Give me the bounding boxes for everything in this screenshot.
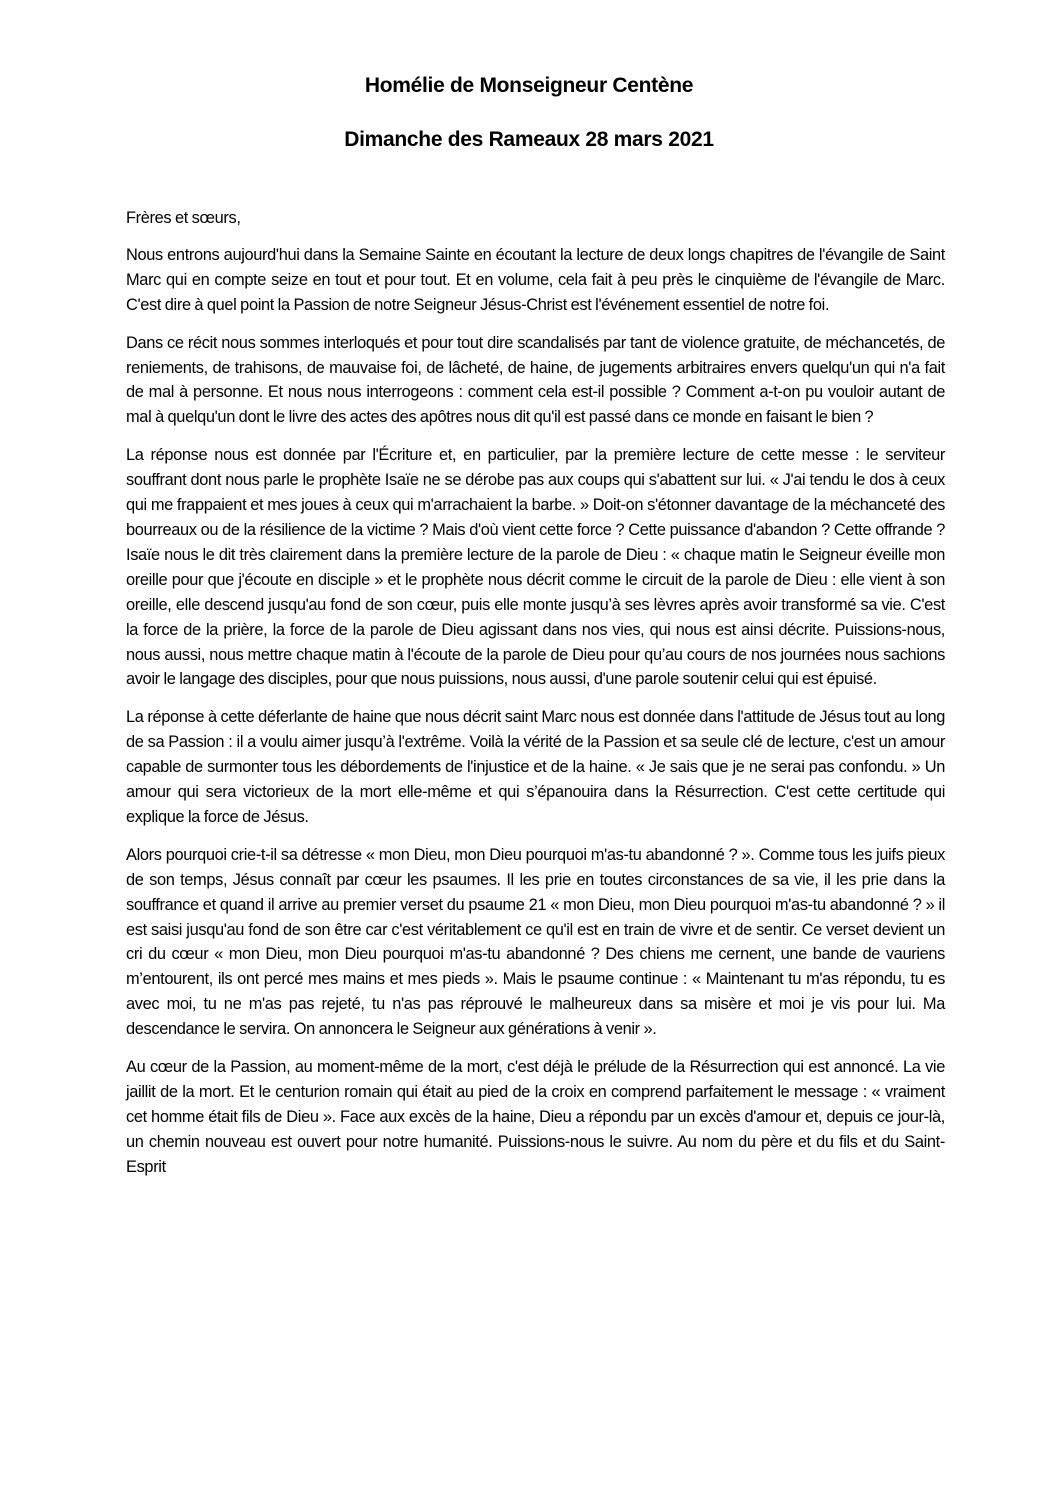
paragraph: La réponse nous est donnée par l'Écriture et, en particulier, par la première lecture de cette messe : le serviteur souffrant dont nous parle le prophète Isaïe ne se dérobe pas aux coups qui s'abattent sur lui. « J'ai tendu le dos à ceux qui me frappaient et mes joues à ceux qui m'arrachaient la barbe. » Doit-on s'étonner davantage de la méchanceté des bourreaux ou de la résilience de la victime ? Mais d'où vient cette force ? Cette puissance d'abandon ? Cette offrande ? Isaïe nous le dit très clairement dans la première lecture de la parole de Dieu : « chaque matin le Seigneur éveille mon oreille pour que j'écoute en disciple » et le prophète nous décrit comme le circuit de la parole de Dieu : elle vient à son oreille, elle descend jusqu'au fond de son cœur, puis elle monte jusqu’à ses lèvres après avoir transformé sa vie. C'est la force de la prière, la force de la parole de Dieu agissant dans nos vies, qui nous est ainsi décrite. Puissions-nous, nous aussi, nous mettre chaque matin à l'écoute de la parole de Dieu pour qu’au cours de nos journées nous sachions avoir le langage des disciples, pour que nous puissions, nous aussi, d'une parole soutenir celui qui est épuisé. xyxy=(126,446,945,689)
paragraph: La réponse à cette déferlante de haine que nous décrit saint Marc nous est donnée dans l'attitude de Jésus tout au long de sa Passion : il a voulu aimer jusqu’à l'extrême. Voilà la vérité de la Passion et sa seule clé de lecture, c'est un amour capable de surmonter tous les débordements de l'injustice et de la haine. « Je sais que je ne serai pas confondu. » Un amour qui sera victorieux de la mort elle-même et qui s’épanouira dans la Résurrection. C'est cette certitude qui explique la force de Jésus. xyxy=(126,708,945,826)
document-title: Homélie de Monseigneur Centène xyxy=(364,74,694,97)
salutation: Frères et sœurs, xyxy=(126,209,241,227)
paragraph: Au cœur de la Passion, au moment-même de la mort, c'est déjà le prélude de la Résurrection qui est annoncé. La vie jaillit de la mort. Et le centurion romain qui était au pied de la croix en comprend parfaitement le message : « vraiment cet homme était fils de Dieu ». Face aux excès de la haine, Dieu a répondu par un excès d'amour et, depuis ce jour-là, un chemin nouveau est ouvert pour notre humanité. Puissions-nous le suivre. Au nom du père et du fils et du Saint-Esprit xyxy=(126,1058,945,1176)
paragraph: Dans ce récit nous sommes interloqués et pour tout dire scandalisés par tant de violence gratuite, de méchancetés, de reniements, de trahisons, de mauvaise foi, de lâcheté, de haine, de jugements arbitraires envers quelqu'un qui n'a fait de mal à personne. Et nous nous interrogeons : comment cela est-il possible ? Comment a-t-on pu vouloir autant de mal à quelqu'un dont le livre des actes des apôtres nous dit qu'il est passé dans ce monde en faisant le bien ? xyxy=(126,333,945,427)
document-subtitle: Dimanche des Rameaux 28 mars 2021 xyxy=(344,128,714,151)
paragraph: Alors pourquoi crie-t-il sa détresse « mon Dieu, mon Dieu pourquoi m'as-tu abandonné ? ». Comme tous les juifs pieux de son temps, Jésus connaît par cœur les psaumes. Il les prie en toutes circonstances de sa vie, il les prie dans la souffrance et quand il arrive au premier verset du psaume 21 « mon Dieu, mon Dieu pourquoi m'as-tu abandonné ? » il est saisi jusqu'au fond de son être car c'est véritablement ce qu'il est en train de vivre et de sentir. Ce verset devient un cri du cœur « mon Dieu, mon Dieu pourquoi m'as-tu abandonné ? Des chiens me cernent, une bande de vauriens m’entourent, ils ont percé mes mains et mes pieds ». Mais le psaume continue : « Maintenant tu m'as répondu, tu es avec moi, tu ne m'as pas rejeté, tu n'as pas réprouvé le malheureux dans sa misère et moi je vis pour lui. Ma descendance le servira. On annoncera le Seigneur aux générations à venir ». xyxy=(126,845,945,1039)
document-body xyxy=(126,206,945,1193)
paragraph: Nous entrons aujourd'hui dans la Semaine Sainte en écoutant la lecture de deux longs chapitres de l'évangile de Saint Marc qui en compte seize en tout et pour tout. Et en volume, cela fait à peu près le cinquième de l'évangile de Marc. C'est dire à quel point la Passion de notre Seigneur Jésus-Christ est l'événement essentiel de notre foi. xyxy=(126,245,945,314)
